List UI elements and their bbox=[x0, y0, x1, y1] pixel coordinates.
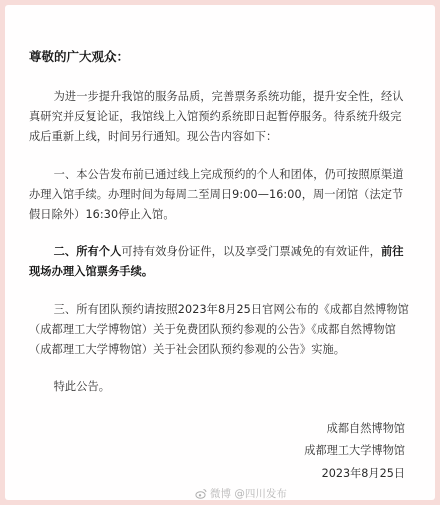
paragraph-intro: 为进一步提升我馆的服务品质，完善票务系统功能，提升安全性，经认真研究并反复论证，我馆线上入馆预约系统即日起暂停服务。待系统升级完成后重新上线，时间另行通知。现公告内容如下： bbox=[29, 90, 404, 143]
item-2-bold-action: 前往现场办理入馆票务手续。 bbox=[29, 245, 404, 278]
notice-card bbox=[5, 5, 435, 500]
item-2-number: 二、 bbox=[53, 245, 77, 258]
salutation: 尊敬的广大观众： bbox=[29, 49, 130, 64]
signature-date: 2023年8月25日 bbox=[321, 467, 405, 480]
signature-museum: 成都自然博物馆 bbox=[326, 422, 405, 435]
paragraph-item-1: 一、本公告发布前已通过线上完成预约的个人和团体，仍可按照原渠道办理入馆手续。办理时间为每周二至周日9:00—16:00，周一闭馆（法定节假日除外）16:30停止入馆。 bbox=[29, 168, 404, 221]
item-2-bold-subject: 所有个人 bbox=[76, 245, 122, 258]
item-2-text: 可持有效身份证件，以及享受门票减免的有效证件， bbox=[121, 245, 381, 258]
signature-university-museum: 成都理工大学博物馆 bbox=[304, 444, 405, 457]
watermark-text: 微博 @四川发布 bbox=[210, 488, 287, 500]
weibo-icon bbox=[195, 488, 207, 500]
paragraph-item-3: 三、所有团队预约请按照2023年8月25日官网公布的《成都自然博物馆（成都理工大学博物馆）关于免费团队预约参观的公告》《成都自然博物馆（成都理工大学博物馆）关于社会团队预约参观的公告》实施。 bbox=[29, 303, 409, 356]
paragraph-closing: 特此公告。 bbox=[53, 380, 111, 393]
paragraph-item-2 bbox=[29, 242, 412, 282]
weibo-watermark bbox=[195, 486, 287, 501]
